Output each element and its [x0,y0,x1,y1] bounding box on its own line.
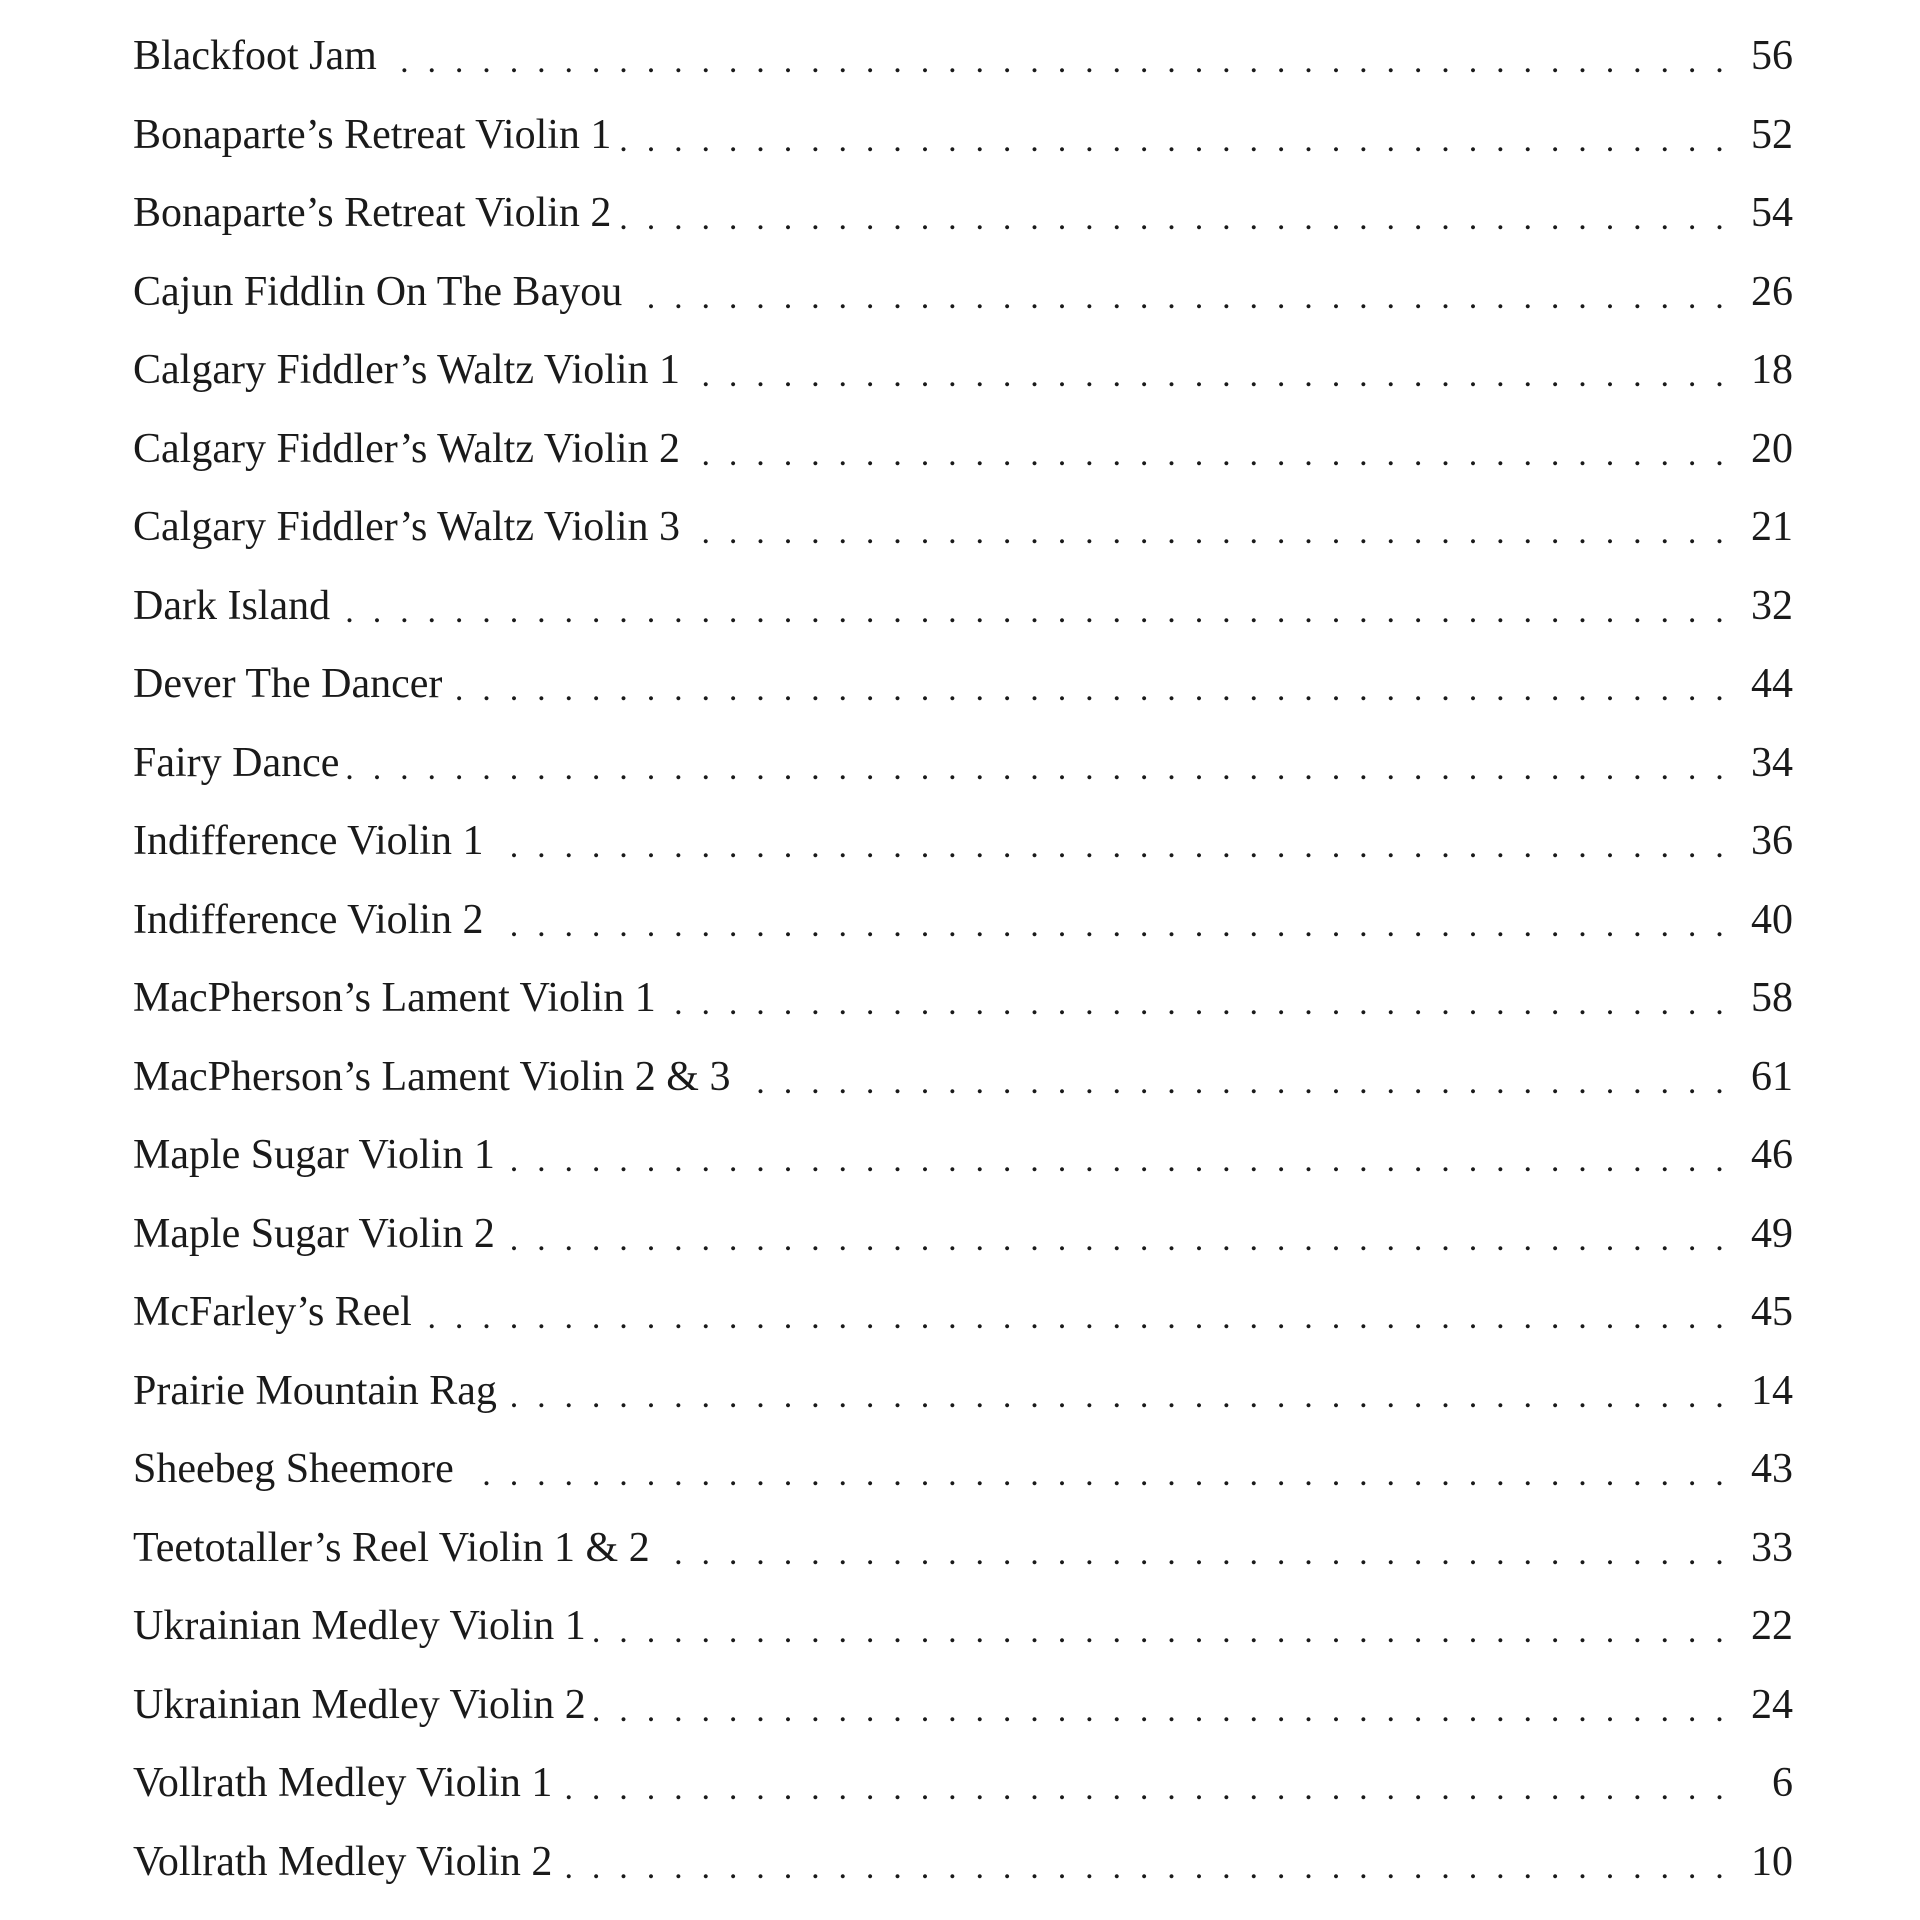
toc-entry-title: Prairie Mountain Rag [133,1367,497,1414]
toc-entry [133,959,1793,1038]
toc-entry-title: Dever The Dancer [133,661,443,707]
dot-leader [688,512,1729,554]
toc-entry-title: McFarley’s Reel [133,1289,412,1335]
toc-entry-page-number: 10 [1751,1838,1793,1885]
toc-entry [133,645,1793,724]
toc-entry [133,1116,1793,1195]
toc-entry-page-number: 18 [1751,347,1793,393]
toc-entry-title: Indifference Violin 2 [133,896,484,943]
dot-leader [462,1454,1729,1496]
dot-leader [491,905,1729,947]
toc-entry-page-number: 24 [1751,1681,1793,1728]
toc-entry-page-number: 45 [1751,1289,1793,1335]
toc-entry [133,174,1793,253]
dot-leader [347,748,1729,790]
toc-entry [133,1195,1793,1274]
toc-entry-page-number: 56 [1751,33,1793,79]
toc-entry-title: Maple Sugar Violin 2 [133,1210,495,1257]
toc-entry-page-number: 49 [1751,1210,1793,1257]
dot-leader [594,1611,1729,1653]
toc-entry-page-number: 43 [1751,1446,1793,1492]
toc-entry [133,96,1793,175]
toc-entry-title: Teetotaller’s Reel Violin 1 & 2 [133,1524,650,1571]
toc-entry [133,410,1793,489]
toc-entry-title: Fairy Dance [133,739,340,786]
toc-entry [133,17,1793,96]
toc-entry [133,802,1793,881]
dot-leader [505,1376,1729,1418]
dot-leader [594,1690,1729,1732]
toc-entry [133,567,1793,646]
toc-entry [133,1038,1793,1117]
toc-entry-page-number: 6 [1772,1760,1793,1806]
dot-leader [560,1847,1729,1889]
toc-entry-page-number: 52 [1751,111,1793,158]
dot-leader [491,826,1729,868]
toc-entry-title: MacPherson’s Lament Violin 2 & 3 [133,1053,731,1100]
toc-entry-page-number: 54 [1751,190,1793,236]
dot-leader [738,1062,1729,1104]
dot-leader [503,1140,1729,1182]
dot-leader [385,41,1729,83]
toc-entry-page-number: 21 [1751,504,1793,550]
toc-entry-title: Bonaparte’s Retreat Violin 1 [133,111,612,158]
toc-entry [133,488,1793,567]
toc-entry-page-number: 44 [1751,661,1793,707]
toc-entry [133,724,1793,803]
toc-entry-title: Vollrath Medley Violin 1 [133,1760,553,1806]
toc-entry-title: Vollrath Medley Violin 2 [133,1838,553,1885]
toc-entry-page-number: 61 [1751,1053,1793,1100]
toc-entry-title: Cajun Fiddlin On The Bayou [133,268,623,315]
dot-leader [503,1219,1729,1261]
table-of-contents [133,17,1793,1901]
toc-entry-title: Indifference Violin 1 [133,818,484,864]
toc-entry-page-number: 14 [1751,1367,1793,1414]
toc-entry-title: Calgary Fiddler’s Waltz Violin 3 [133,504,681,550]
toc-entry-page-number: 36 [1751,818,1793,864]
toc-entry-title: Bonaparte’s Retreat Violin 2 [133,190,612,236]
toc-entry-page-number: 20 [1751,425,1793,472]
dot-leader [630,277,1729,319]
dot-leader [688,355,1729,397]
dot-leader [688,434,1729,476]
toc-entry-page-number: 34 [1751,739,1793,786]
toc-entry-title: Calgary Fiddler’s Waltz Violin 1 [133,347,681,393]
toc-entry-title: Ukrainian Medley Violin 1 [133,1603,586,1649]
toc-entry-title: MacPherson’s Lament Violin 1 [133,975,656,1021]
dot-leader [338,591,1729,633]
dot-leader [658,1533,1729,1575]
toc-entry-title: Ukrainian Medley Violin 2 [133,1681,586,1728]
toc-entry-page-number: 22 [1751,1603,1793,1649]
dot-leader [560,1768,1729,1810]
toc-entry-title: Blackfoot Jam [133,33,377,79]
toc-entry [133,1666,1793,1745]
toc-entry-page-number: 26 [1751,268,1793,315]
toc-entry [133,1430,1793,1509]
toc-entry-title: Calgary Fiddler’s Waltz Violin 2 [133,425,681,472]
toc-entry-title: Maple Sugar Violin 1 [133,1132,495,1178]
dot-leader [450,669,1729,711]
dot-leader [619,120,1729,162]
toc-entry-page-number: 46 [1751,1132,1793,1178]
toc-entry-title: Sheebeg Sheemore [133,1446,454,1492]
toc-entry-page-number: 33 [1751,1524,1793,1571]
toc-entry [133,1352,1793,1431]
dot-leader [619,198,1729,240]
toc-entry-page-number: 40 [1751,896,1793,943]
toc-entry [133,881,1793,960]
toc-entry-page-number: 32 [1751,582,1793,629]
toc-entry [133,1273,1793,1352]
toc-entry [133,1587,1793,1666]
dot-leader [664,983,1729,1025]
toc-entry [133,1823,1793,1902]
dot-leader [420,1297,1729,1339]
toc-entry [133,1509,1793,1588]
toc-entry-page-number: 58 [1751,975,1793,1021]
toc-entry-title: Dark Island [133,582,331,629]
toc-entry [133,253,1793,332]
toc-entry [133,1744,1793,1823]
toc-entry [133,331,1793,410]
